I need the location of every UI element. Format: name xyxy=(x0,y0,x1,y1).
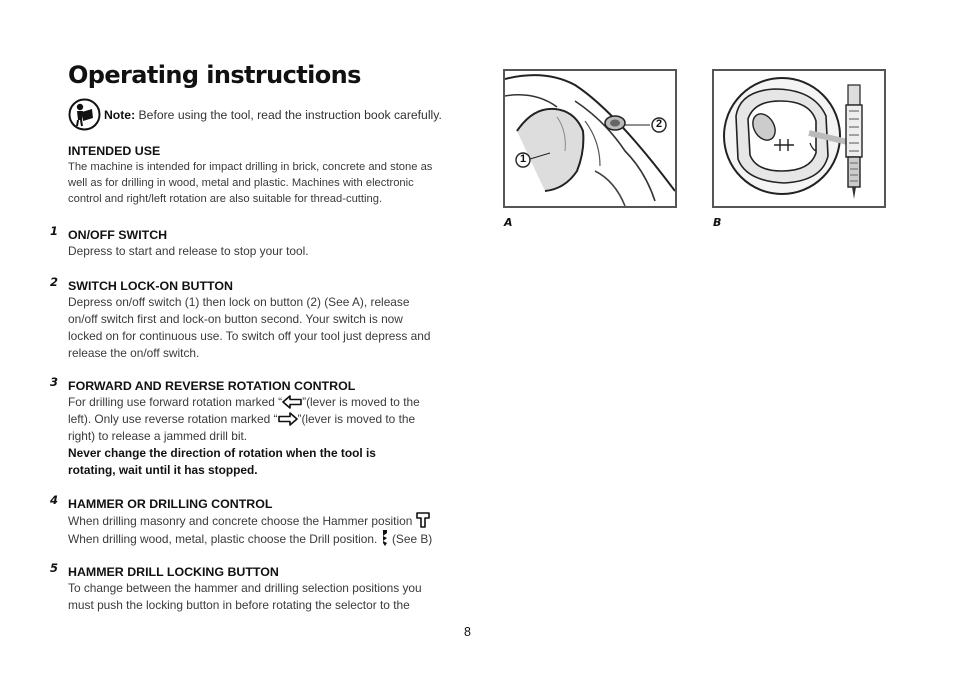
note-text xyxy=(104,108,442,122)
reading-book-icon xyxy=(68,98,101,131)
arrow-left-icon xyxy=(282,395,302,409)
arrow-right-icon xyxy=(278,412,298,426)
body-text: ”(lever is moved to the xyxy=(297,412,416,426)
body-line: on/off switch first and lock-on button second. Your switch is now xyxy=(68,312,403,326)
body-line xyxy=(68,530,454,548)
body-line: Depress on/off switch (1) then lock on button (2) (See A), release xyxy=(68,295,410,309)
section-heading: HAMMER OR DRILLING CONTROL xyxy=(68,497,273,511)
warning-line: rotating, wait until it has stopped. xyxy=(68,463,258,477)
section-heading: ON/OFF SWITCH xyxy=(68,228,168,242)
figure-b-illustration xyxy=(712,69,886,208)
section-heading: FORWARD AND REVERSE ROTATION CONTROL xyxy=(68,379,356,393)
body-text: For drilling use forward rotation marked “ xyxy=(68,395,283,409)
section-on-off-switch xyxy=(50,224,454,260)
body-line xyxy=(68,411,454,428)
section-heading: INTENDED USE xyxy=(68,144,161,158)
body-line xyxy=(68,512,454,530)
section-rotation-control xyxy=(50,375,454,479)
section-number: 3 xyxy=(50,375,59,389)
figure-b-label: B xyxy=(713,216,722,229)
note xyxy=(68,98,468,132)
figure-a-label: A xyxy=(504,216,513,229)
callout-1: 1 xyxy=(519,153,527,165)
body-line: Depress to start and release to stop your tool. xyxy=(68,244,309,258)
body-line: right) to release a jammed drill bit. xyxy=(68,429,248,443)
body-text: left). Only use reverse rotation marked “ xyxy=(68,412,278,426)
section-number: 1 xyxy=(50,224,59,238)
section-hammer-drill-locking xyxy=(50,561,454,614)
section-hammer-drill-control xyxy=(50,493,454,548)
section-number: 5 xyxy=(50,561,59,575)
section-number: 4 xyxy=(50,493,59,507)
section-body xyxy=(68,159,454,207)
body-text: When drilling masonry and concrete choose the Hammer position xyxy=(68,514,413,528)
section-body xyxy=(68,394,454,479)
page-number: 8 xyxy=(464,625,471,639)
body-line: locked on for continuous use. To switch off your tool just depress and xyxy=(68,329,431,343)
body-line: release the on/off switch. xyxy=(68,346,200,360)
section-body xyxy=(68,243,454,260)
body-line: The machine is intended for impact drilling in brick, concrete and stone as xyxy=(68,161,433,173)
body-line: To change between the hammer and drilling selection positions you xyxy=(68,581,422,595)
body-text: ”(lever is moved to the xyxy=(302,395,420,409)
note-body: Before using the tool, read the instruction book carefully. xyxy=(138,108,442,122)
drill-bit-icon xyxy=(381,530,389,546)
body-line xyxy=(68,394,454,411)
selector-and-chuck-illustration xyxy=(714,71,884,206)
figure-a-illustration xyxy=(503,69,677,208)
body-text: When drilling wood, metal, plastic choose the Drill position. xyxy=(68,532,378,546)
drill-handle-illustration xyxy=(505,71,675,206)
body-line: control and right/left rotation are also suitable for thread-cutting. xyxy=(68,193,383,205)
body-text: (See B) xyxy=(391,532,433,546)
body-line: well as for drilling in wood, metal and plastic. Machines with electronic xyxy=(68,177,414,189)
section-body xyxy=(68,512,454,548)
body-line: must push the locking button in before rotating the selector to the xyxy=(68,598,410,612)
section-heading: HAMMER DRILL LOCKING BUTTON xyxy=(68,565,279,579)
callout-2: 2 xyxy=(655,118,663,130)
note-label: Note: xyxy=(104,108,136,122)
intended-use-section xyxy=(68,143,454,207)
warning-line: Never change the direction of rotation when the tool is xyxy=(68,446,376,460)
section-heading: SWITCH LOCK-ON BUTTON xyxy=(68,279,233,293)
page-title: Operating instructions xyxy=(68,61,361,89)
section-switch-lock-on xyxy=(50,275,454,362)
hammer-icon xyxy=(416,512,430,528)
section-body xyxy=(68,580,454,614)
section-body xyxy=(68,294,454,362)
section-number: 2 xyxy=(50,275,59,289)
